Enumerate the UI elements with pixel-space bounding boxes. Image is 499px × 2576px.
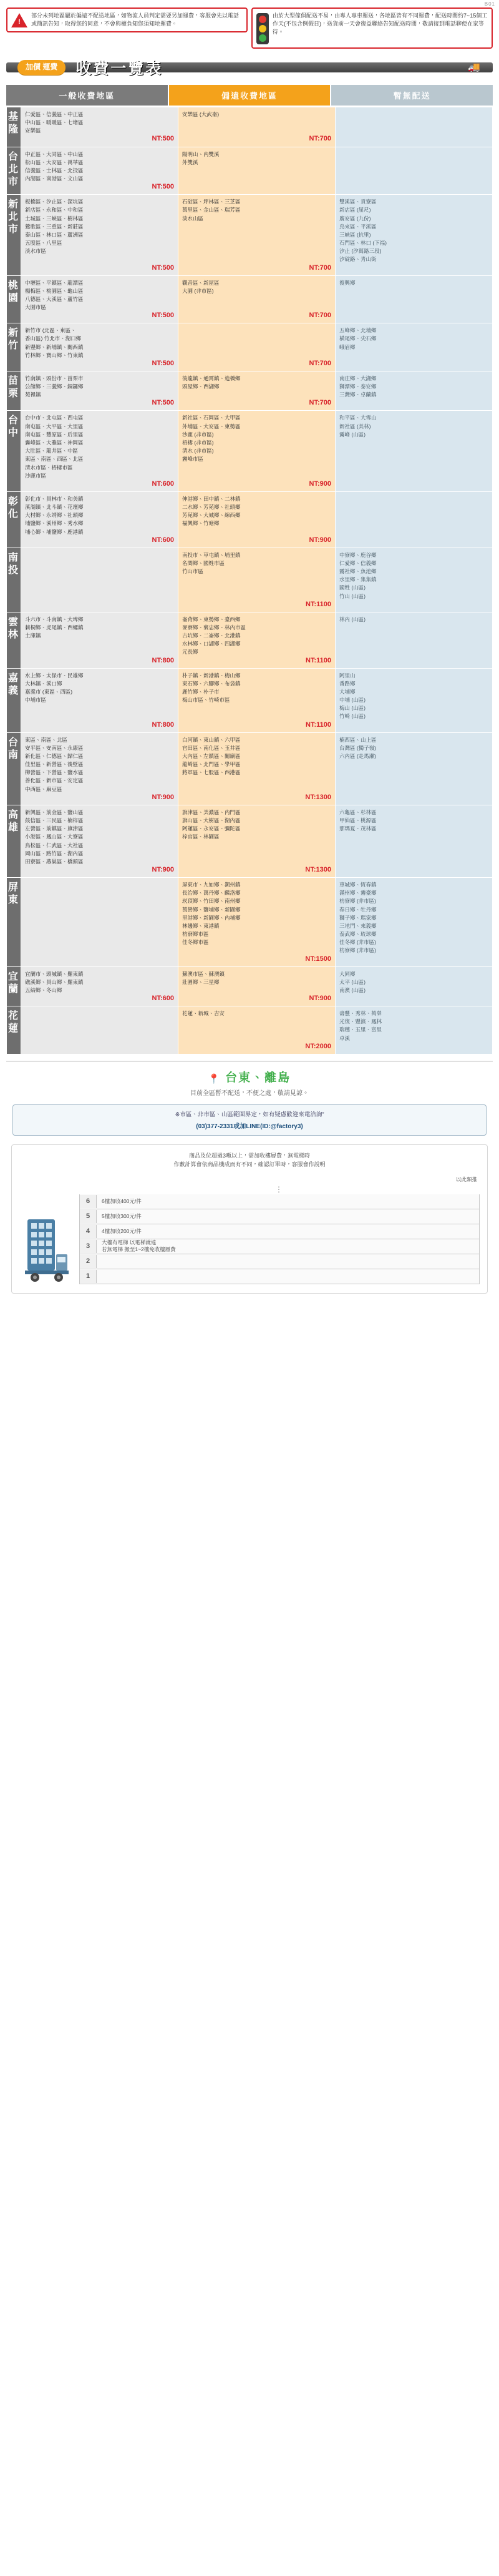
zone-cell-none: [335, 612, 492, 668]
city-label: 高雄: [7, 805, 21, 877]
zone-area-list: 花蓮、新城、吉安: [182, 1010, 225, 1017]
zone-price: NT:700: [309, 135, 331, 143]
floor-level-number: 4: [80, 1225, 97, 1238]
floor-fee-section: [11, 1144, 488, 1294]
zone-cell-remote: [178, 411, 336, 491]
zone-price: NT:500: [152, 359, 174, 367]
zone-cell-normal: [21, 966, 178, 1006]
zone-cell-remote: [178, 107, 336, 147]
zone-price: NT:1100: [306, 600, 331, 608]
fee-table: [6, 107, 493, 1054]
zone-area-list: 觀音區、新屋區 大園 (非市區): [182, 279, 220, 294]
zone-cell-normal: [21, 107, 178, 147]
table-row: [7, 878, 493, 967]
table-row: [7, 195, 493, 275]
map-pin-icon: 📍: [208, 1073, 220, 1084]
floor-level-text: 5樓加收300元/件: [102, 1212, 142, 1219]
floor-levels: [79, 1194, 480, 1284]
floor-level-row: [79, 1209, 480, 1224]
city-label: 基隆: [7, 107, 21, 147]
zone-area-list: 後龍鎮、通霄鎮、造橋鄉 頭屋鄉、西湖鄉: [182, 375, 241, 390]
legend-remote: 偏遠收費地區: [169, 85, 331, 106]
zone-cell-normal: [21, 411, 178, 491]
zone-area-list: 板橋區、汐止區、深坑區 新店區、永和區、中和區 土城區、三峽區、樹林區 鶯歌區、三重區、新莊區 泰山區、林口區、蘆洲區 五股區、八里區 淡水市區: [25, 199, 84, 255]
zone-area-list: 白河鎮、東山鎮、六甲區 官田區、南化區、玉井區 大內區、左鎮區、關廟區 龍崎區、北門區、學甲區 將軍區、七股區、西港區: [182, 736, 241, 776]
table-row: [7, 411, 493, 491]
zone-price: NT:1500: [305, 955, 331, 963]
zone-cell-normal: [21, 371, 178, 411]
legend: [6, 85, 493, 106]
traffic-light-icon: [256, 12, 269, 44]
zone-price: NT:500: [152, 183, 174, 191]
zone-price: NT:800: [152, 720, 174, 729]
zone-cell-remote: [178, 371, 336, 411]
zone-cell-normal: [21, 548, 178, 612]
table-row: [7, 668, 493, 732]
surcharge-tag: 加價 運費: [17, 60, 65, 75]
notice-warning: [6, 7, 248, 32]
floor-level-number: 5: [80, 1210, 97, 1223]
table-row: [7, 147, 493, 195]
zone-cell-normal: [21, 195, 178, 275]
zone-area-list: 復興鄉: [339, 279, 356, 286]
city-label: 南投: [7, 548, 21, 612]
islands-section: [6, 1061, 493, 1097]
zone-area-list: 東區、南區、北區 安平區、安南區、永康區 新化區、仁德區、歸仁區 佳里區、新營區、後壁區 柳營區、下營區、鹽水區 善化區、新市區、安定區 中西區、麻豆區: [25, 736, 84, 792]
contact-line-2[interactable]: (03)377-2331或加LINE(ID:@factory3): [196, 1123, 303, 1130]
zone-area-list: 宜蘭市、頭城鎮、羅東鎮 礁溪鄉、員山鄉、羅東鎮 五結鄉、冬山鄉: [25, 970, 84, 993]
zone-area-list: 中寮鄉、鹿谷鄉 仁愛鄉、信義鄉 霧社鄉、魚池鄉 水里鄉、集集鎮 國姓 (山區) 竹山 (山區): [339, 551, 377, 599]
floor-level-number: 2: [80, 1255, 97, 1268]
city-label: 宜蘭: [7, 966, 21, 1006]
zone-cell-none: [335, 195, 492, 275]
table-row: [7, 107, 493, 147]
zone-area-list: 林內 (山區): [339, 616, 366, 622]
zone-cell-none: [335, 107, 492, 147]
zone-area-list: 和平區、大雪山 新社區 (美林) 霧峰 (山區): [339, 415, 377, 438]
table-row: [7, 732, 493, 805]
zone-price: NT:900: [309, 479, 331, 488]
zone-area-list: 楠西區、山上區 台灣區 (獨子嶺) 六內區 (走馬瀨): [339, 736, 377, 759]
zone-cell-normal: [21, 323, 178, 371]
islands-title: 台東、離島: [225, 1071, 291, 1084]
zone-area-list: 中正區、大同區、中山區 松山區、大安區、萬華區 信義區、士林區、北投區 內湖區、南港區、文山區: [25, 150, 84, 182]
warning-triangle-icon: [11, 12, 27, 27]
zone-cell-normal: [21, 805, 178, 877]
zone-area-list: 蘇澳市區、蘇澳鎮 壯圍鄉、三星鄉: [182, 970, 225, 985]
zone-cell-none: [335, 548, 492, 612]
zone-area-list: 阿里山 番路鄉 大埔鄉 中埔 (山區) 梅山 (山區) 竹崎 (山區): [339, 672, 366, 720]
zone-cell-remote: [178, 805, 336, 877]
floor-level-number: 1: [80, 1270, 97, 1283]
delivery-truck-icon: [19, 1216, 73, 1284]
zone-area-list: 五峰鄉、北埔鄉 橫尾鄉、尖石鄉 峨眉鄉: [339, 327, 377, 350]
table-row: [7, 966, 493, 1006]
zone-cell-none: [335, 147, 492, 195]
zone-cell-remote: [178, 491, 336, 548]
zone-price: NT:600: [152, 479, 174, 488]
zone-area-list: 仁愛區、信義區、中正區 中山區、暖暖區、七堵區 安樂區: [25, 111, 84, 134]
zone-area-list: 竹南鎮、頭份市、苗栗市 公館鄉、三義鄉、銅鑼鄉 苑裡鎮: [25, 375, 84, 398]
zone-cell-normal: [21, 612, 178, 668]
zone-area-list: 台中市、北屯區、西屯區 南屯區、大平區、大里區 南屯區、豐原區、后里區 霧峰區、大雅區、神岡區 大肚區、龍井區、中區 東區、南區、西區、北區 清水市區、梧棲市區 沙鹿市區: [25, 415, 84, 479]
city-label: 嘉義: [7, 668, 21, 732]
zone-cell-none: [335, 805, 492, 877]
city-label: 彰化: [7, 491, 21, 548]
zone-area-list: 彰化市、員林市、和美鎮 溪湖鎮、北斗鎮、花壇鄉 大村鄉、永靖鄉、社頭鄉 埔鹽鄉、溪州鄉、秀水鄉 埔心鄉、埔鹽鄉、鹿港鎮: [25, 495, 84, 535]
city-label: 新竹: [7, 323, 21, 371]
zone-price: NT:600: [152, 536, 174, 544]
notice-delivery: [251, 7, 493, 49]
zone-area-list: 車城鄉、恆春鎮 滿州鄉、霧臺鄉 枋寮鄉 (非市區) 春日鄉、牡丹鄉 獅子鄉、瑪家鄉 三地門、來義鄉 泰武鄉、琉球鄉 佳冬鄉 (非市區) 枋寮鄉 (非市區): [339, 882, 377, 954]
table-row: [7, 275, 493, 323]
zone-area-list: 壽豐、秀林、萬榮 光復、豐濱、鳳林 瑞穗、玉里、富里 卓溪: [339, 1010, 382, 1041]
floor-fee-top-note: 以此類推: [455, 1176, 477, 1182]
zone-price: NT:1100: [306, 656, 331, 664]
zone-area-list: 水上鄉、太保市、民雄鄉 大林鎮、溪口鄉 嘉義市 (東區、西區) 中埔市區: [25, 672, 84, 704]
floor-fee-dots: ⋮: [275, 1184, 284, 1194]
zone-price: NT:500: [152, 399, 174, 407]
zone-cell-normal: [21, 1006, 178, 1054]
zone-cell-normal: [21, 275, 178, 323]
city-label: 台南: [7, 732, 21, 805]
city-label: 花蓮: [7, 1006, 21, 1054]
city-label: 苗栗: [7, 371, 21, 411]
floor-level-text: 大樓有電梯 以電梯就達 若無電梯 搬至1~2樓免收樓層費: [102, 1239, 176, 1253]
zone-area-list: 陽明山、內雙溪 外雙溪: [182, 150, 220, 165]
table-row: [7, 371, 493, 411]
zone-cell-normal: [21, 878, 178, 967]
table-row: [7, 323, 493, 371]
table-row: [7, 491, 493, 548]
city-label: 桃園: [7, 275, 21, 323]
zone-cell-remote: [178, 195, 336, 275]
zone-price: NT:800: [152, 656, 174, 664]
zone-cell-remote: [178, 878, 336, 967]
zone-price: NT:900: [309, 536, 331, 544]
zone-cell-normal: [21, 147, 178, 195]
zone-cell-normal: [21, 732, 178, 805]
contact-box: [12, 1104, 487, 1136]
floor-level-text: 6樓加收400元/件: [102, 1197, 142, 1204]
zone-price: NT:700: [309, 312, 331, 320]
zone-cell-remote: [178, 732, 336, 805]
zone-area-list: 斗六市、斗南鎮、大埤鄉 莿桐鄉、虎尾鎮、西螺鎮 土庫鎮: [25, 616, 84, 639]
zone-area-list: 新興區、前金區、鹽山區 鼓信區、三民區、楠梓區 左營區、前鎮區、旗津區 小港區、鳳山區、大寮區 鳥松區、仁武區、大社區 岡山區、路竹區、湖內區 田寮區、燕巢區、橋頭區: [25, 809, 84, 865]
legend-normal: 一般收費地區: [6, 85, 168, 106]
zone-price: NT:900: [152, 865, 174, 873]
zone-area-list: 南投市、草屯鎮、埔里鎮 名間鄉、國姓市區 竹山市區: [182, 551, 241, 575]
zone-area-list: 石碇區、坪林區、三芝區 萬里區、金山區、瑞芳區 淡水山區: [182, 199, 241, 222]
zone-cell-remote: [178, 275, 336, 323]
zone-price: NT:1300: [305, 793, 331, 801]
zone-cell-remote: [178, 548, 336, 612]
zone-price: NT:500: [152, 312, 174, 320]
islands-note: 目前全區暫不配送，不便之處，敬請見諒。: [190, 1089, 309, 1097]
zone-cell-remote: [178, 668, 336, 732]
zone-price: NT:2000: [305, 1042, 331, 1050]
zone-area-list: 新竹市 (北區、東區、 香山區) 竹北市、湖口鄉 新豐鄉、新埔鎮、關西鎮 竹林鄉、寶山鄉、竹東鎮: [25, 327, 84, 358]
zone-area-list: 六龜區、杉林區 甲仙區、桃源區 那瑪夏、茂林區: [339, 809, 377, 832]
notice-warning-text: 部分未列地區屬於偏遠不配送地區，如物流人員判定需要另加運費，客服會先以電話或簡訊告知，取得您的同意，不會與權負知您須知地運費。: [31, 12, 240, 27]
floor-level-text: 4樓加收200元/件: [102, 1227, 142, 1234]
zone-cell-none: [335, 275, 492, 323]
zone-price: NT:700: [309, 359, 331, 367]
page-title: 收費一覽表: [75, 60, 163, 77]
zone-cell-none: [335, 491, 492, 548]
city-label: 台中: [7, 411, 21, 491]
zone-cell-none: [335, 966, 492, 1006]
table-row: [7, 612, 493, 668]
zone-area-list: 南庄鄉、大湖鄉 獅潭鄉、泰安鄉 三灣鄉、卓蘭鎮: [339, 375, 377, 398]
table-row: [7, 1006, 493, 1054]
top-notices: [0, 0, 499, 52]
zone-cell-remote: [178, 323, 336, 371]
zone-cell-none: [335, 732, 492, 805]
zone-price: NT:700: [309, 399, 331, 407]
zone-cell-normal: [21, 668, 178, 732]
zone-price: NT:1300: [305, 865, 331, 873]
zone-cell-remote: [178, 1006, 336, 1054]
legend-none: 暫無配送: [331, 85, 493, 106]
truck-icon: 🚚: [468, 62, 480, 73]
floor-level-row: [79, 1194, 480, 1209]
zone-area-list: 安樂區 (大武崙): [182, 111, 220, 117]
table-row: [7, 805, 493, 877]
city-label: 新北市: [7, 195, 21, 275]
contact-line-1: ※市區、非市區、山區範圍界定，如有疑慮歡迎來電洽詢”: [175, 1111, 324, 1118]
notice-delivery-text: 由於大型傢俱配送不易，由專人專車運送，各地區皆有不同運費，配送時間約7~15個工作天(不包含例假日)，送貨前一天會復益聯絡告知配送時間，敬請接到電話聊便在家等待。: [273, 12, 488, 36]
zone-cell-remote: [178, 612, 336, 668]
zone-area-list: 屏東市、九如鄉、潮州鎮 長治鄉、萬丹鄉、麟洛鄉 崁頂鄉、竹田鄉、南州鄉 萬巒鄉、鹽埔鄉、新園鄉 里港鄉、新園鄉、內埔鄉 林邊鄉、東港鎮 枋寮鄉市區 佳冬鄉市區: [182, 882, 241, 946]
floor-fee-title-2: 作數計算會依商品機成而有不同，確認訂單時，客服會作說明: [173, 1161, 326, 1168]
zone-cell-normal: [21, 491, 178, 548]
zone-price: NT:500: [152, 263, 174, 272]
floor-level-row: [79, 1254, 480, 1269]
zone-cell-none: [335, 878, 492, 967]
city-label: 屏東: [7, 878, 21, 967]
zone-cell-none: [335, 323, 492, 371]
zone-area-list: 崙背鄉、東勢鄉、臺西鄉 麥寮鄉、褒忠鄉、林內市區 古坑鄉、二崙鄉、北港鎮 水林鄉、口湖鄉、四湖鄉 元長鄉: [182, 616, 246, 656]
floor-level-row: [79, 1269, 480, 1284]
zone-area-list: 新社區、石岡區、大甲區 外埔區、大安區、東勢區 沙鹿 (非市區) 梧棲 (非市區) 清水 (非市區) 霧峰市區: [182, 415, 241, 463]
table-row: [7, 548, 493, 612]
floor-level-number: 6: [80, 1195, 97, 1208]
zone-area-list: 朴子鎮、新港鎮、梅山鄉 東石鄉、六腳鄉、布袋鎮 鹿竹鄉、朴子市 梅山市區、竹崎市區: [182, 672, 241, 704]
zone-price: NT:600: [152, 995, 174, 1003]
zone-area-list: 旗津區、美濃區、內門區 旗山區、大樹區、湖內區 阿蓮區、永安區、彌陀區 梓官區、林園區: [182, 809, 241, 840]
city-label: 雲林: [7, 612, 21, 668]
zone-price: NT:500: [152, 135, 174, 143]
city-label: 台北市: [7, 147, 21, 195]
zone-cell-remote: [178, 966, 336, 1006]
zone-area-list: 伸港鄉、田中鎮、二林鎮 二水鄉、芳苑鄉、社頭鄉 芳苑鄉、大城鄉、線西鄉 福興鄉、竹塘鄉: [182, 495, 241, 527]
zone-price: NT:700: [309, 263, 331, 272]
zone-area-list: 雙溪區、貢寮區 新店區 (屈尺) 廣安區 (九份) 烏來區、平溪區 三峽區 (抗里) 石門區、林口 (下福) 汐止 (汐萬路三段) 汐碇路、青山街: [339, 199, 387, 263]
zone-cell-none: [335, 371, 492, 411]
floor-fee-title-1: 商品及位超過3噸以上，需加收樓層費，無電梯時: [188, 1152, 310, 1159]
zone-cell-none: [335, 1006, 492, 1054]
floor-level-number: 3: [80, 1240, 97, 1253]
zone-price: NT:1100: [306, 720, 331, 729]
floor-level-row: [79, 1224, 480, 1239]
zone-area-list: 大同鄉 太平 (山區) 南澳 (山區): [339, 970, 366, 993]
floor-level-row: [79, 1239, 480, 1254]
zone-area-list: 中壢區、平鎮區、龍潭區 楊梅區、桃園區、龜山區 八德區、大溪區、蘆竹區 大園市區: [25, 279, 84, 311]
zone-cell-none: [335, 411, 492, 491]
page-title-banner: [6, 55, 493, 80]
zone-cell-remote: [178, 147, 336, 195]
zone-price: NT:900: [152, 793, 174, 801]
zone-price: NT:900: [309, 995, 331, 1003]
zone-cell-none: [335, 668, 492, 732]
corner-code: B01: [484, 1, 495, 7]
